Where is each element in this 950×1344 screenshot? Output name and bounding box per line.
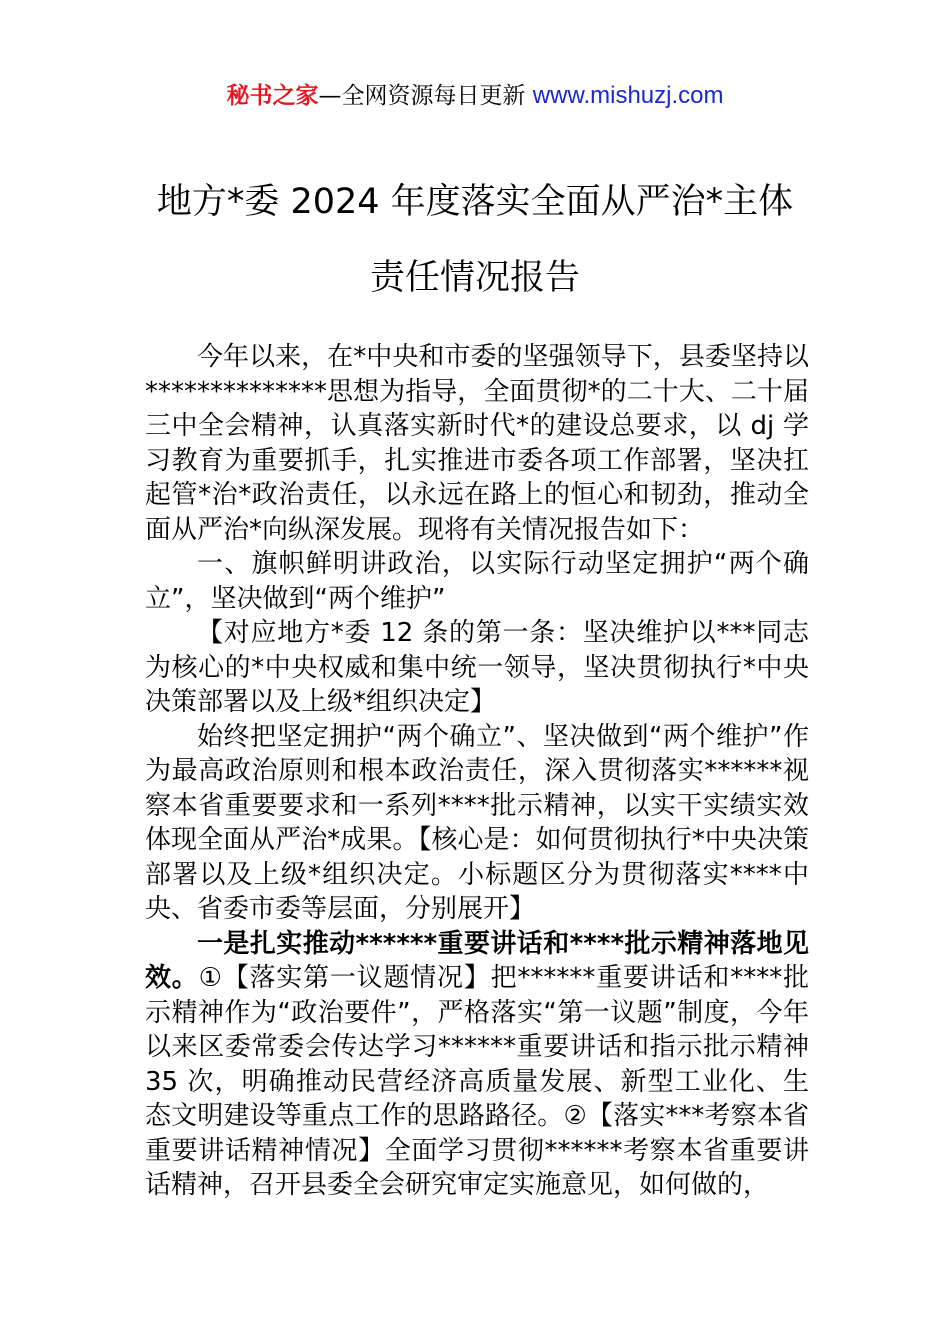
intro-paragraph: 今年以来，在*中央和市委的坚强领导下，县委坚持以**************思想为指导，全面贯彻*的二十大、二十届三中全会精神，认真落实新时代*的建设总要求，以 dj 学习教育为重要抓手，扎实推进市委各项工作部署，坚决扛起管*治*政治责任，以永远在路上的恒心和韧劲，推动全面从严治*向纵深发展。现将有关情况报告如下： [145, 342, 809, 545]
site-header [0, 80, 950, 112]
site-slogan: —全网资源每日更新 [318, 83, 533, 109]
site-brand: 秘书之家 [226, 83, 319, 109]
document-body [145, 340, 809, 1203]
point-paragraph [145, 927, 809, 1203]
point-text: ①【落实第一议题情况】把******重要讲话和****批示精神作为“政治要件”，严格落实“第一议题”制度，今年以来区委常委会传达学习******重要讲话和指示批示精神 35 次，明确推动民营经济高质量发展、新型工业化、生态文明建设等重点工作的思路路径。②【落实***考察本省重要讲话精神情况】全面学习贯彻******考察本省重要讲话精神，召开县委全会研究审定实施意见，如何做的， [145, 963, 809, 1200]
document-title [0, 178, 950, 302]
body-paragraph: 始终把坚定拥护“两个确立”、坚决做到“两个维护”作为最高政治原则和根本政治责任，深入贯彻落实******视察本省重要要求和一系列****批示精神，以实干实绩实效体现全面从严治*成果。【核心是：如何贯彻执行*中央决策部署以及上级*组织决定。小标题区分为贯彻落实****中央、省委市委等层面，分别展开】 [145, 721, 809, 924]
site-url[interactable]: www.mishuzj.com [532, 82, 724, 109]
point-lead: 一是扎实推动******重要讲话和****批示精神落地见效。 [145, 928, 809, 993]
note-paragraph: 【对应地方*委 12 条的第一条：坚决维护以***同志为核心的*中央权威和集中统一领导，坚决贯彻执行*中央决策部署以及上级*组织决定】 [145, 618, 809, 717]
title-line-2: 责任情况报告 [369, 258, 580, 298]
section-heading-1: 一、旗帜鲜明讲政治，以实际行动坚定拥护“两个确立”，坚决做到“两个维护” [145, 549, 809, 614]
title-line-1: 地方*委 2024 年度落实全面从严治*主体 [156, 182, 794, 222]
